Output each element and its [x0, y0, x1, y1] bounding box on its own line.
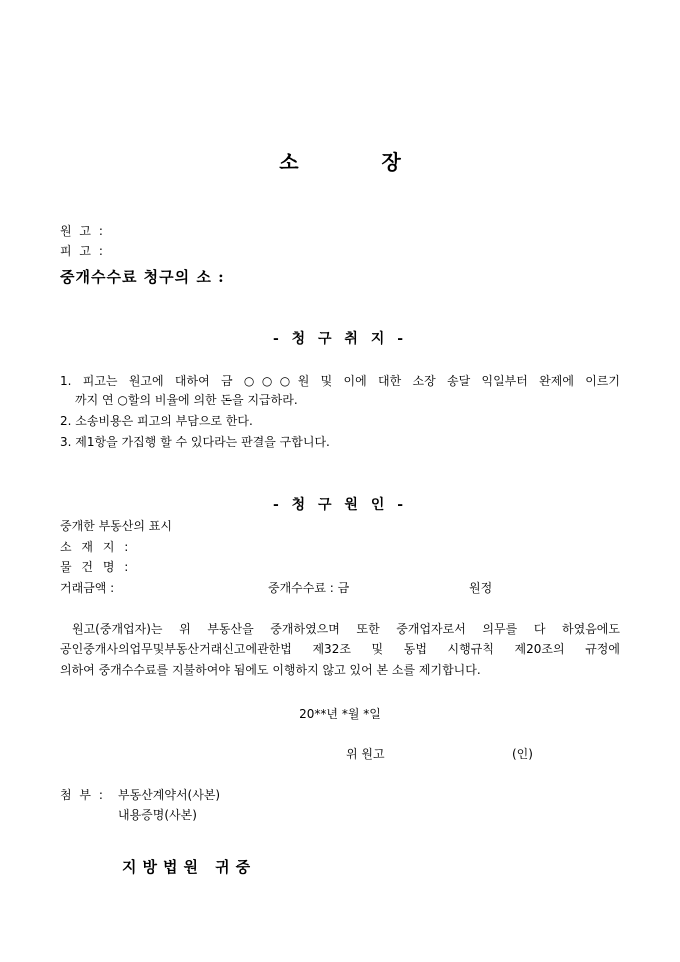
attachment-label: 첨 부 :: [60, 788, 105, 802]
purpose-item-2: 2. 소송비용은 피고의 부담으로 한다.: [60, 414, 253, 428]
defendant-label: 피 고 :: [60, 244, 105, 258]
property-name-label: 물 건 명 :: [60, 560, 132, 574]
cause-heading: - 청 구 원 인 -: [272, 497, 408, 513]
body-line-1: 원고(중개업자)는 위 부동산을 중개하였으며 또한 중개업자로서 의무를 다 하였음에도: [72, 622, 620, 636]
attachment-item-1: 부동산계약서(사본): [118, 788, 221, 802]
filing-date: 20**년 *월 *일: [299, 707, 381, 721]
signer-label: 위 원고: [346, 747, 385, 761]
claim-title: 중개수수료 청구의 소 :: [60, 268, 225, 286]
fee-unit: 원정: [469, 581, 493, 595]
document-title: 소 장: [279, 150, 439, 174]
attachment-item-2: 내용증명(사본): [118, 808, 197, 822]
plaintiff-label: 원 고 :: [60, 224, 105, 238]
body-line-2: 공인중개사의업무및부동산거래신고에관한법 제32조 및 동법 시행규칙 제20조의 규정에: [60, 642, 620, 656]
purpose-item-3: 3. 제1항을 가집행 할 수 있다라는 판결을 구합니다.: [60, 435, 330, 449]
purpose-item-1: 1. 피고는 원고에 대하여 금 ○○○원 및 이에 대한 소장 송달 익일부터 완제에 이르기: [60, 374, 620, 388]
court-addressee: 지방법원 귀중: [122, 858, 257, 876]
property-title: 중개한 부동산의 표시: [60, 519, 172, 533]
body-line-3: 의하여 중개수수료를 지불하여야 됨에도 이행하지 않고 있어 본 소를 제기합니다.: [60, 663, 481, 677]
fee-label: 중개수수료 : 금: [268, 581, 350, 595]
purpose-heading: - 청 구 취 지 -: [272, 331, 408, 347]
seal-mark: (인): [512, 747, 533, 761]
purpose-item-1-continued: 까지 연 ○할의 비율에 의한 돈을 지급하라.: [75, 393, 298, 407]
location-label: 소 재 지 :: [60, 540, 132, 554]
trade-amount-label: 거래금액 :: [60, 581, 115, 595]
